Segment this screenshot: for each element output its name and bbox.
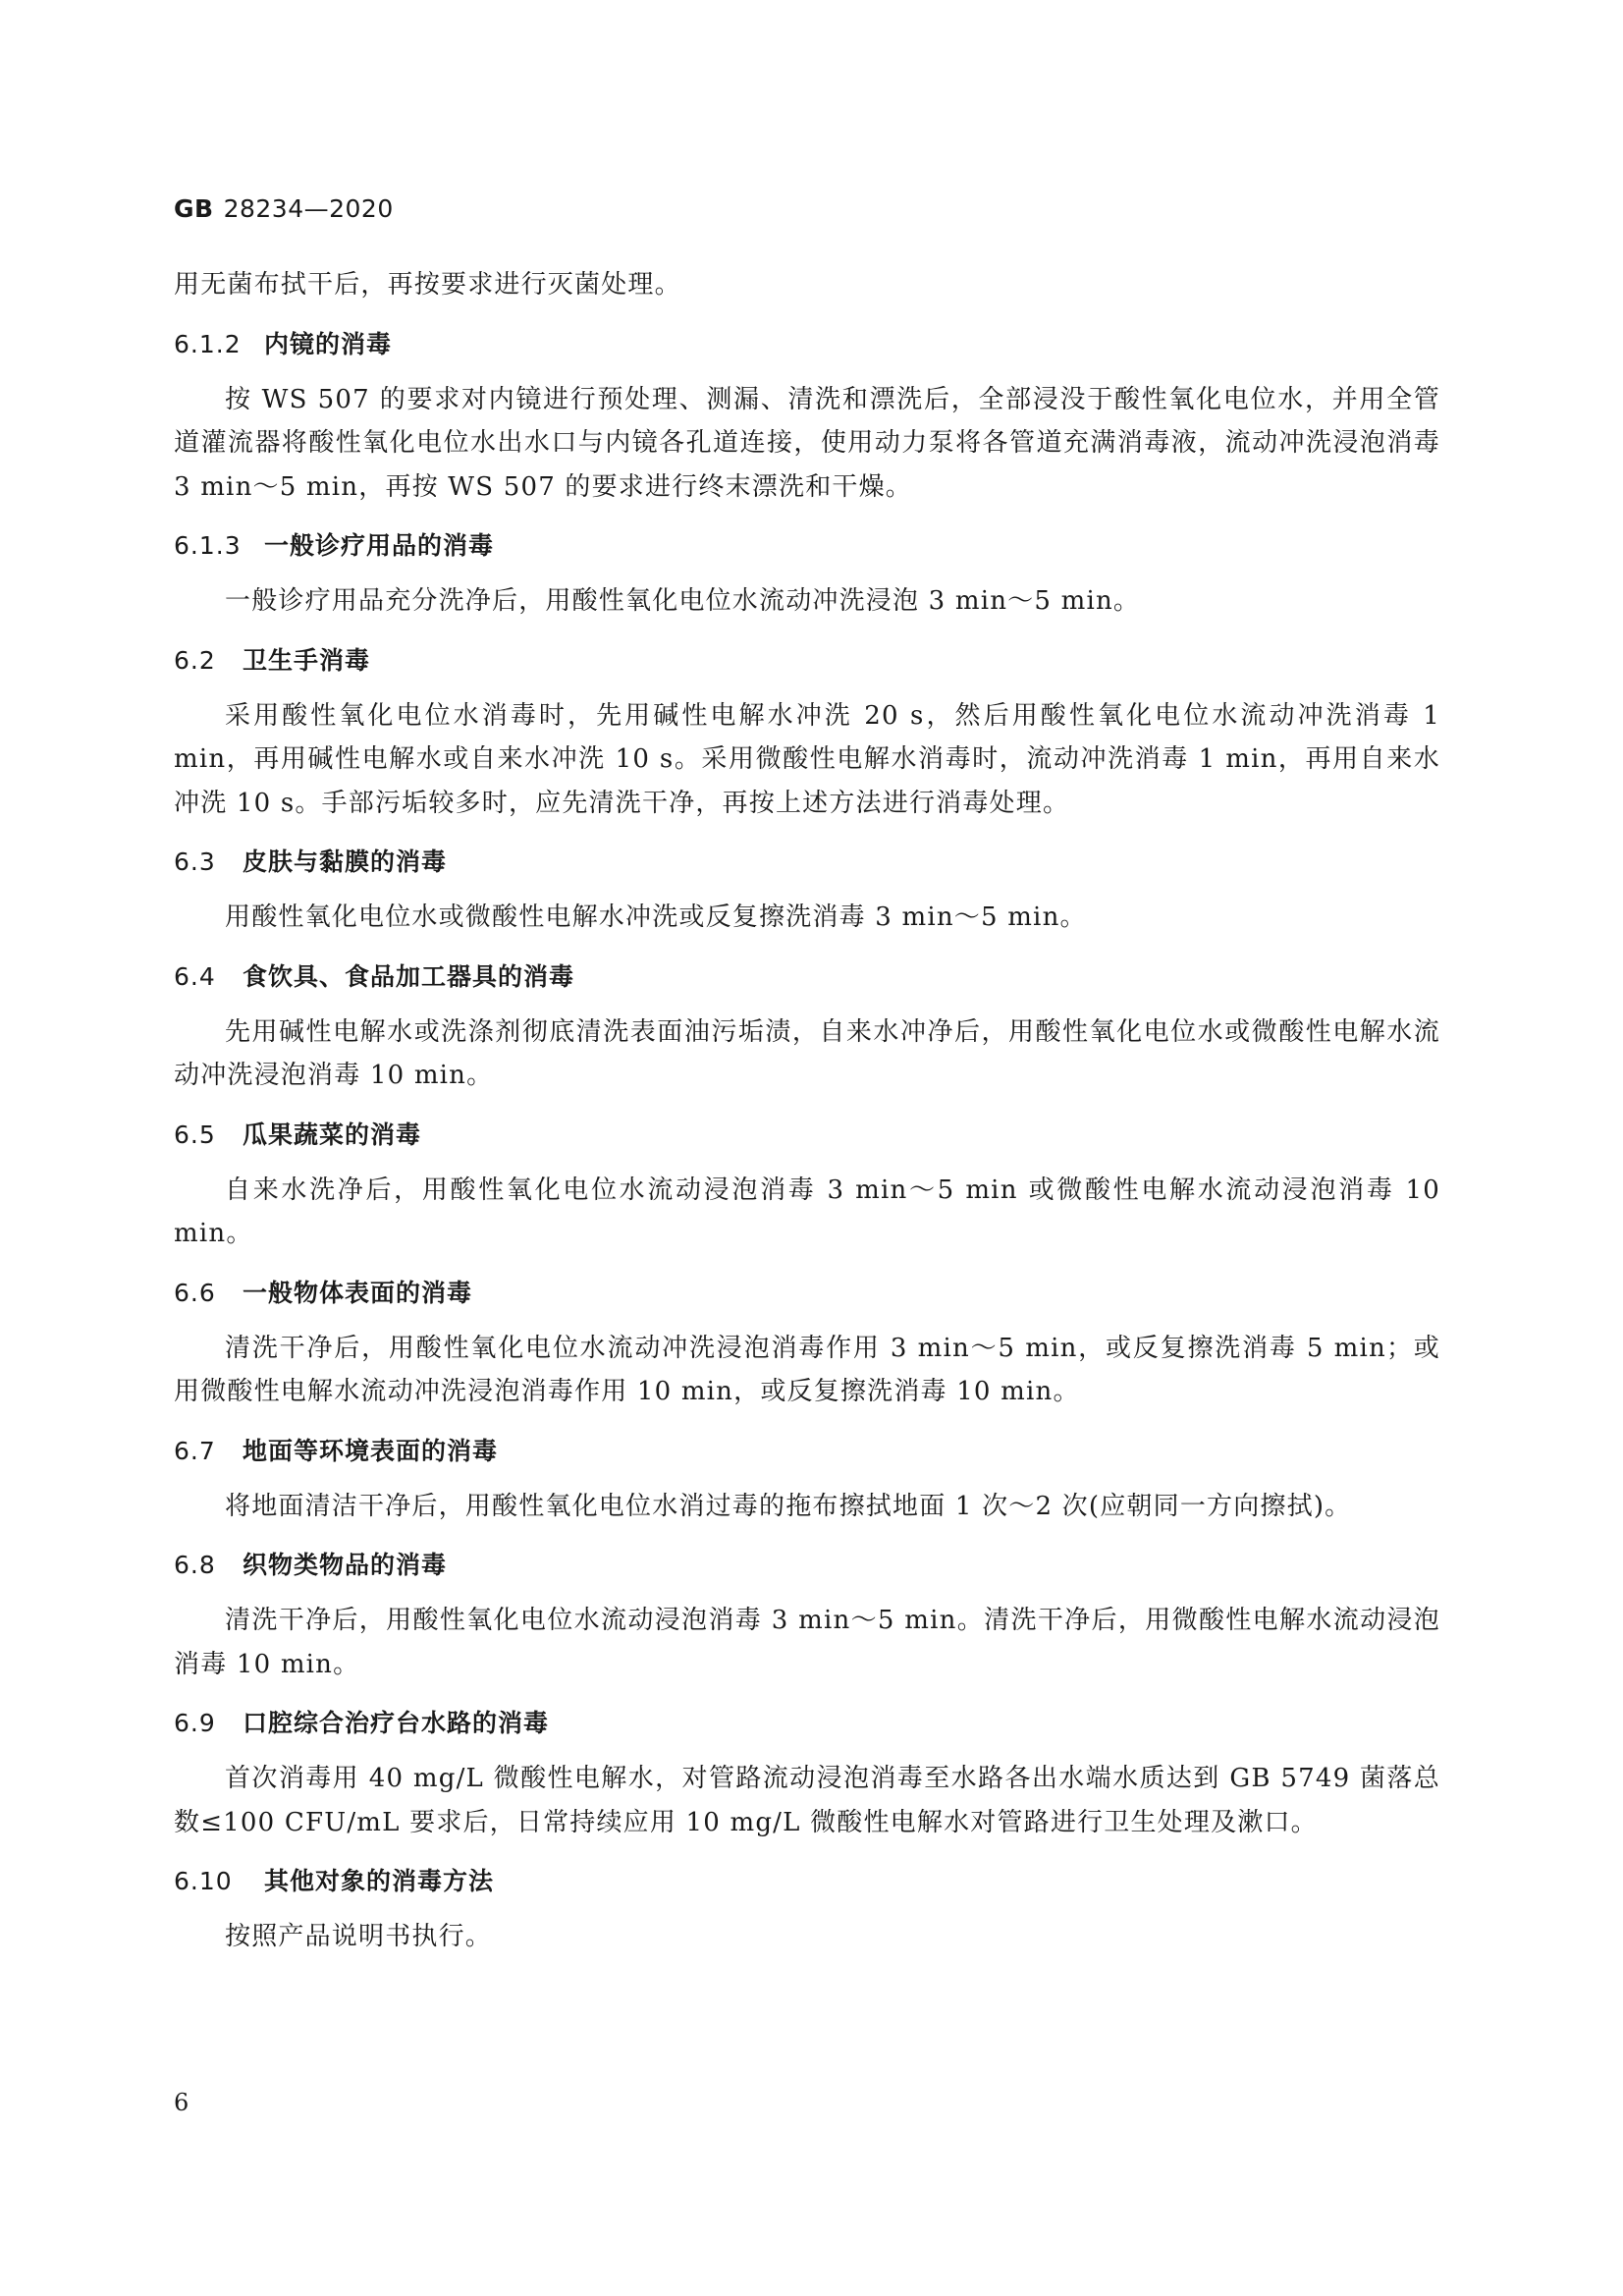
standard-number: 28234—2020 bbox=[223, 194, 394, 223]
section-number: 6.2 bbox=[174, 645, 216, 675]
section-title: 食饮具、食品加工器具的消毒 bbox=[243, 961, 575, 991]
section-heading-6-1-2 bbox=[174, 325, 1440, 364]
section-heading-6-2 bbox=[174, 641, 1440, 681]
section-heading-6-10 bbox=[174, 1862, 1440, 1901]
section-heading-6-4 bbox=[174, 957, 1440, 997]
section-heading-6-5 bbox=[174, 1116, 1440, 1155]
standard-prefix: GB bbox=[174, 194, 214, 223]
section-title: 卫生手消毒 bbox=[243, 645, 371, 675]
section-number: 6.9 bbox=[174, 1709, 216, 1737]
section-number: 6.3 bbox=[174, 847, 216, 876]
section-number: 6.7 bbox=[174, 1436, 216, 1465]
section-title: 地面等环境表面的消毒 bbox=[243, 1436, 499, 1465]
section-heading-6-9 bbox=[174, 1704, 1440, 1743]
section-body-6-10: 按照产品说明书执行。 bbox=[225, 1922, 493, 1951]
section-heading-6-6 bbox=[174, 1274, 1440, 1313]
section-body-6-5: 自来水洗净后，用酸性氧化电位水流动浸泡消毒 3 min～5 min 或微酸性电解水流动浸泡消毒 10 min。 bbox=[174, 1175, 1440, 1248]
section-number: 6.5 bbox=[174, 1120, 216, 1149]
section-title: 一般诊疗用品的消毒 bbox=[264, 531, 495, 560]
section-title: 瓜果蔬菜的消毒 bbox=[243, 1120, 422, 1149]
section-title: 一般物体表面的消毒 bbox=[243, 1278, 473, 1307]
section-title: 织物类物品的消毒 bbox=[243, 1551, 448, 1579]
section-heading-6-7 bbox=[174, 1432, 1440, 1471]
section-number: 6.6 bbox=[174, 1278, 216, 1307]
section-title: 皮肤与黏膜的消毒 bbox=[243, 847, 448, 876]
section-body-6-6: 清洗干净后，用酸性氧化电位水流动冲洗浸泡消毒作用 3 min～5 min，或反复擦洗消毒 5 min；或用微酸性电解水流动冲洗浸泡消毒作用 10 min，或反复擦洗消毒 10 min。 bbox=[174, 1333, 1440, 1406]
section-body-6-4: 先用碱性电解水或洗涤剂彻底清洗表面油污垢渍，自来水冲净后，用酸性氧化电位水或微酸性电解水流动冲洗浸泡消毒 10 min。 bbox=[174, 1016, 1440, 1090]
section-title: 其他对象的消毒方法 bbox=[264, 1867, 495, 1895]
section-number: 6.4 bbox=[174, 961, 216, 991]
section-title: 口腔综合治疗台水路的消毒 bbox=[243, 1709, 550, 1737]
section-body-6-7: 将地面清洁干净后，用酸性氧化电位水消过毒的拖布擦拭地面 1 次～2 次(应朝同一方向擦拭)。 bbox=[225, 1491, 1352, 1521]
section-number: 6.1.2 bbox=[174, 329, 242, 358]
section-number: 6.8 bbox=[174, 1551, 216, 1579]
section-body-6-1-3: 一般诊疗用品充分洗净后，用酸性氧化电位水流动冲洗浸泡 3 min～5 min。 bbox=[225, 586, 1141, 616]
section-body-6-1-2: 按 WS 507 的要求对内镜进行预处理、测漏、清洗和漂洗后，全部浸没于酸性氧化电位水，并用全管道灌流器将酸性氧化电位水出水口与内镜各孔道连接，使用动力泵将各管道充满消毒液，流动冲洗浸泡消毒 3 min～5 min，再按 WS 507 的要求进行终末漂洗和干燥。 bbox=[174, 384, 1440, 502]
section-heading-6-1-3 bbox=[174, 526, 1440, 566]
section-number: 6.1.3 bbox=[174, 531, 242, 560]
section-body-6-8: 清洗干净后，用酸性氧化电位水流动浸泡消毒 3 min～5 min。清洗干净后，用微酸性电解水流动浸泡消毒 10 min。 bbox=[174, 1606, 1440, 1679]
section-heading-6-3 bbox=[174, 843, 1440, 882]
section-heading-6-8 bbox=[174, 1546, 1440, 1585]
section-title: 内镜的消毒 bbox=[264, 329, 393, 358]
document-content bbox=[174, 263, 1440, 1959]
section-body-6-3: 用酸性氧化电位水或微酸性电解水冲洗或反复擦洗消毒 3 min～5 min。 bbox=[225, 902, 1087, 932]
document-page bbox=[174, 0, 1440, 2296]
section-number: 6.10 bbox=[174, 1867, 233, 1895]
section-body-6-9: 首次消毒用 40 mg/L 微酸性电解水，对管路流动浸泡消毒至水路各出水端水质达到 GB 5749 菌落总数≤100 CFU/mL 要求后，日常持续应用 10 mg/L 微酸性电解水对管路进行卫生处理及漱口。 bbox=[174, 1764, 1440, 1837]
page-number: 6 bbox=[174, 2089, 189, 2116]
standard-header bbox=[174, 194, 394, 223]
intro-paragraph: 用无菌布拭干后，再按要求进行灭菌处理。 bbox=[174, 270, 681, 300]
section-body-6-2: 采用酸性氧化电位水消毒时，先用碱性电解水冲洗 20 s，然后用酸性氧化电位水流动冲洗消毒 1 min，再用碱性电解水或自来水冲洗 10 s。采用微酸性电解水消毒时，流动冲洗消毒 1 min，再用自来水冲洗 10 s。手部污垢较多时，应先清洗干净，再按上述方法进行消毒处理。 bbox=[174, 700, 1440, 818]
